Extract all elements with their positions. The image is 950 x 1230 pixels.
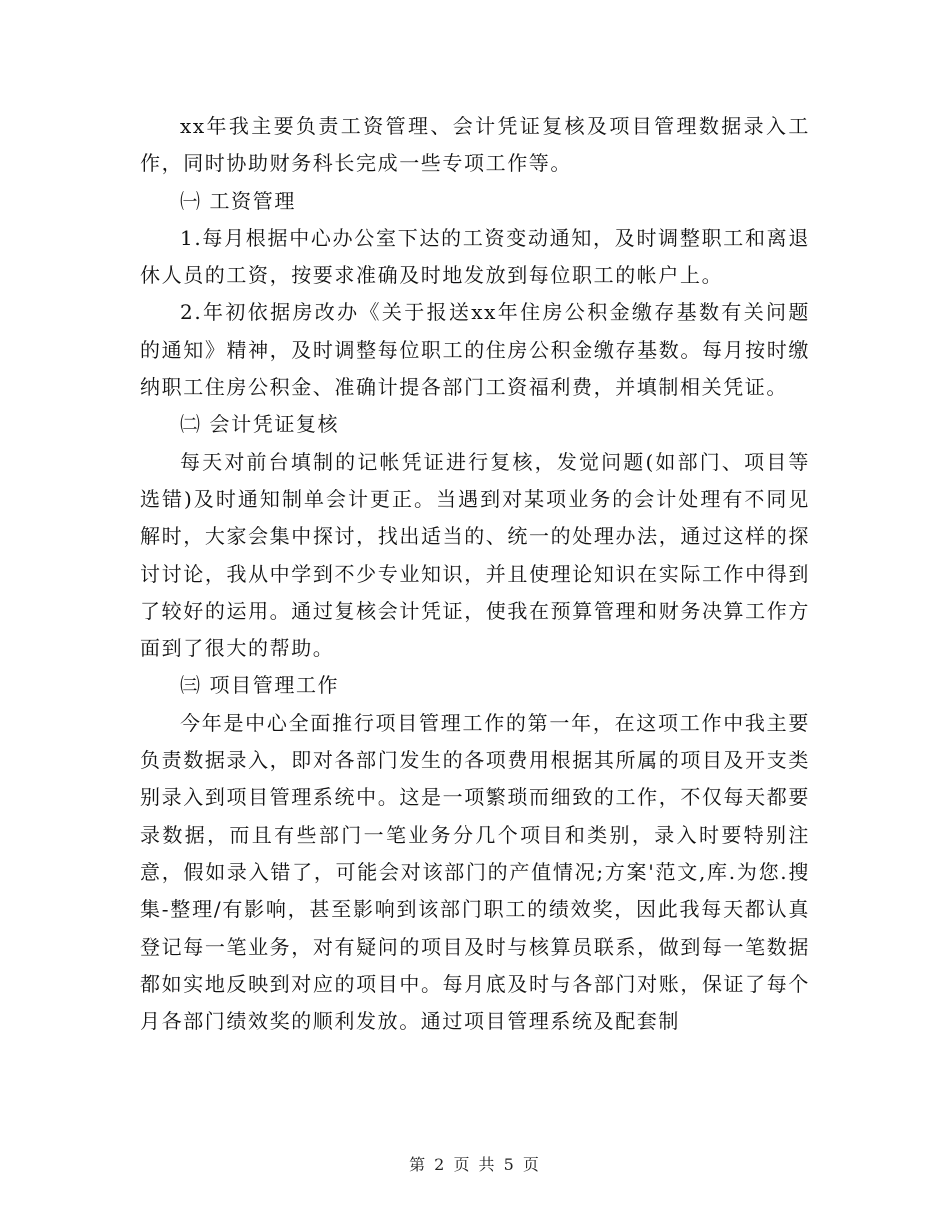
paragraph-intro: xx年我主要负责工资管理、会计凭证复核及项目管理数据录入工作，同时协助财务科长完成一些专项工作等。 [140,114,810,176]
paragraph-voucher: 每天对前台填制的记帐凭证进行复核，发觉问题(如部门、项目等选错)及时通知制单会计更正。当遇到对某项业务的会计处理有不同见解时，大家会集中探讨，找出适当的、统一的处理办法，通过这样的探讨讨论，我从中学到不少专业知识，并且使理论知识在实际工作中得到了较好的运用。通过复核会计凭证，使我在预算管理和财务决算工作方面到了很大的帮助。 [140,449,810,661]
section-heading-project: ㈢ 项目管理工作 [180,673,340,698]
document-body [140,108,810,1040]
section-heading-salary: ㈠ 工资管理 [180,188,296,213]
paragraph-salary-1: 1.每月根据中心办公室下达的工资变动通知，及时调整职工和离退休人员的工资，按要求准确及时地发放到每位职工的帐户上。 [140,225,810,288]
section-heading-voucher: ㈡ 会计凭证复核 [180,412,340,437]
page-number-footer: 第 2 页 共 5 页 [409,1155,541,1174]
paragraph-project: 今年是中心全面推行项目管理工作的第一年，在这项工作中我主要负责数据录入，即对各部门发生的各项费用根据其所属的项目及开支类别录入到项目管理系统中。这是一项繁琐而细致的工作，不仅每天都要录数据，而且有些部门一笔业务分几个项目和类别，录入时要特别注意，假如录入错了，可能会对该部门的产值情况;方案'范文,库.为您.搜集-整理/有影响，甚至影响到该部门职工的绩效奖，因此我每天都认真登记每一笔业务，对有疑问的项目及时与核算员联系，做到每一笔数据都如实地反映到对应的项目中。每月底及时与各部门对账，保证了每个月各部门绩效奖的顺利发放。通过项目管理系统及配套制 [140,710,810,1034]
paragraph-salary-2: 2.年初依据房改办《关于报送xx年住房公积金缴存基数有关问题的通知》精神，及时调整每位职工的住房公积金缴存基数。每月按时缴纳职工住房公积金、准确计提各部门工资福利费，并填制相关凭证。 [140,300,810,400]
